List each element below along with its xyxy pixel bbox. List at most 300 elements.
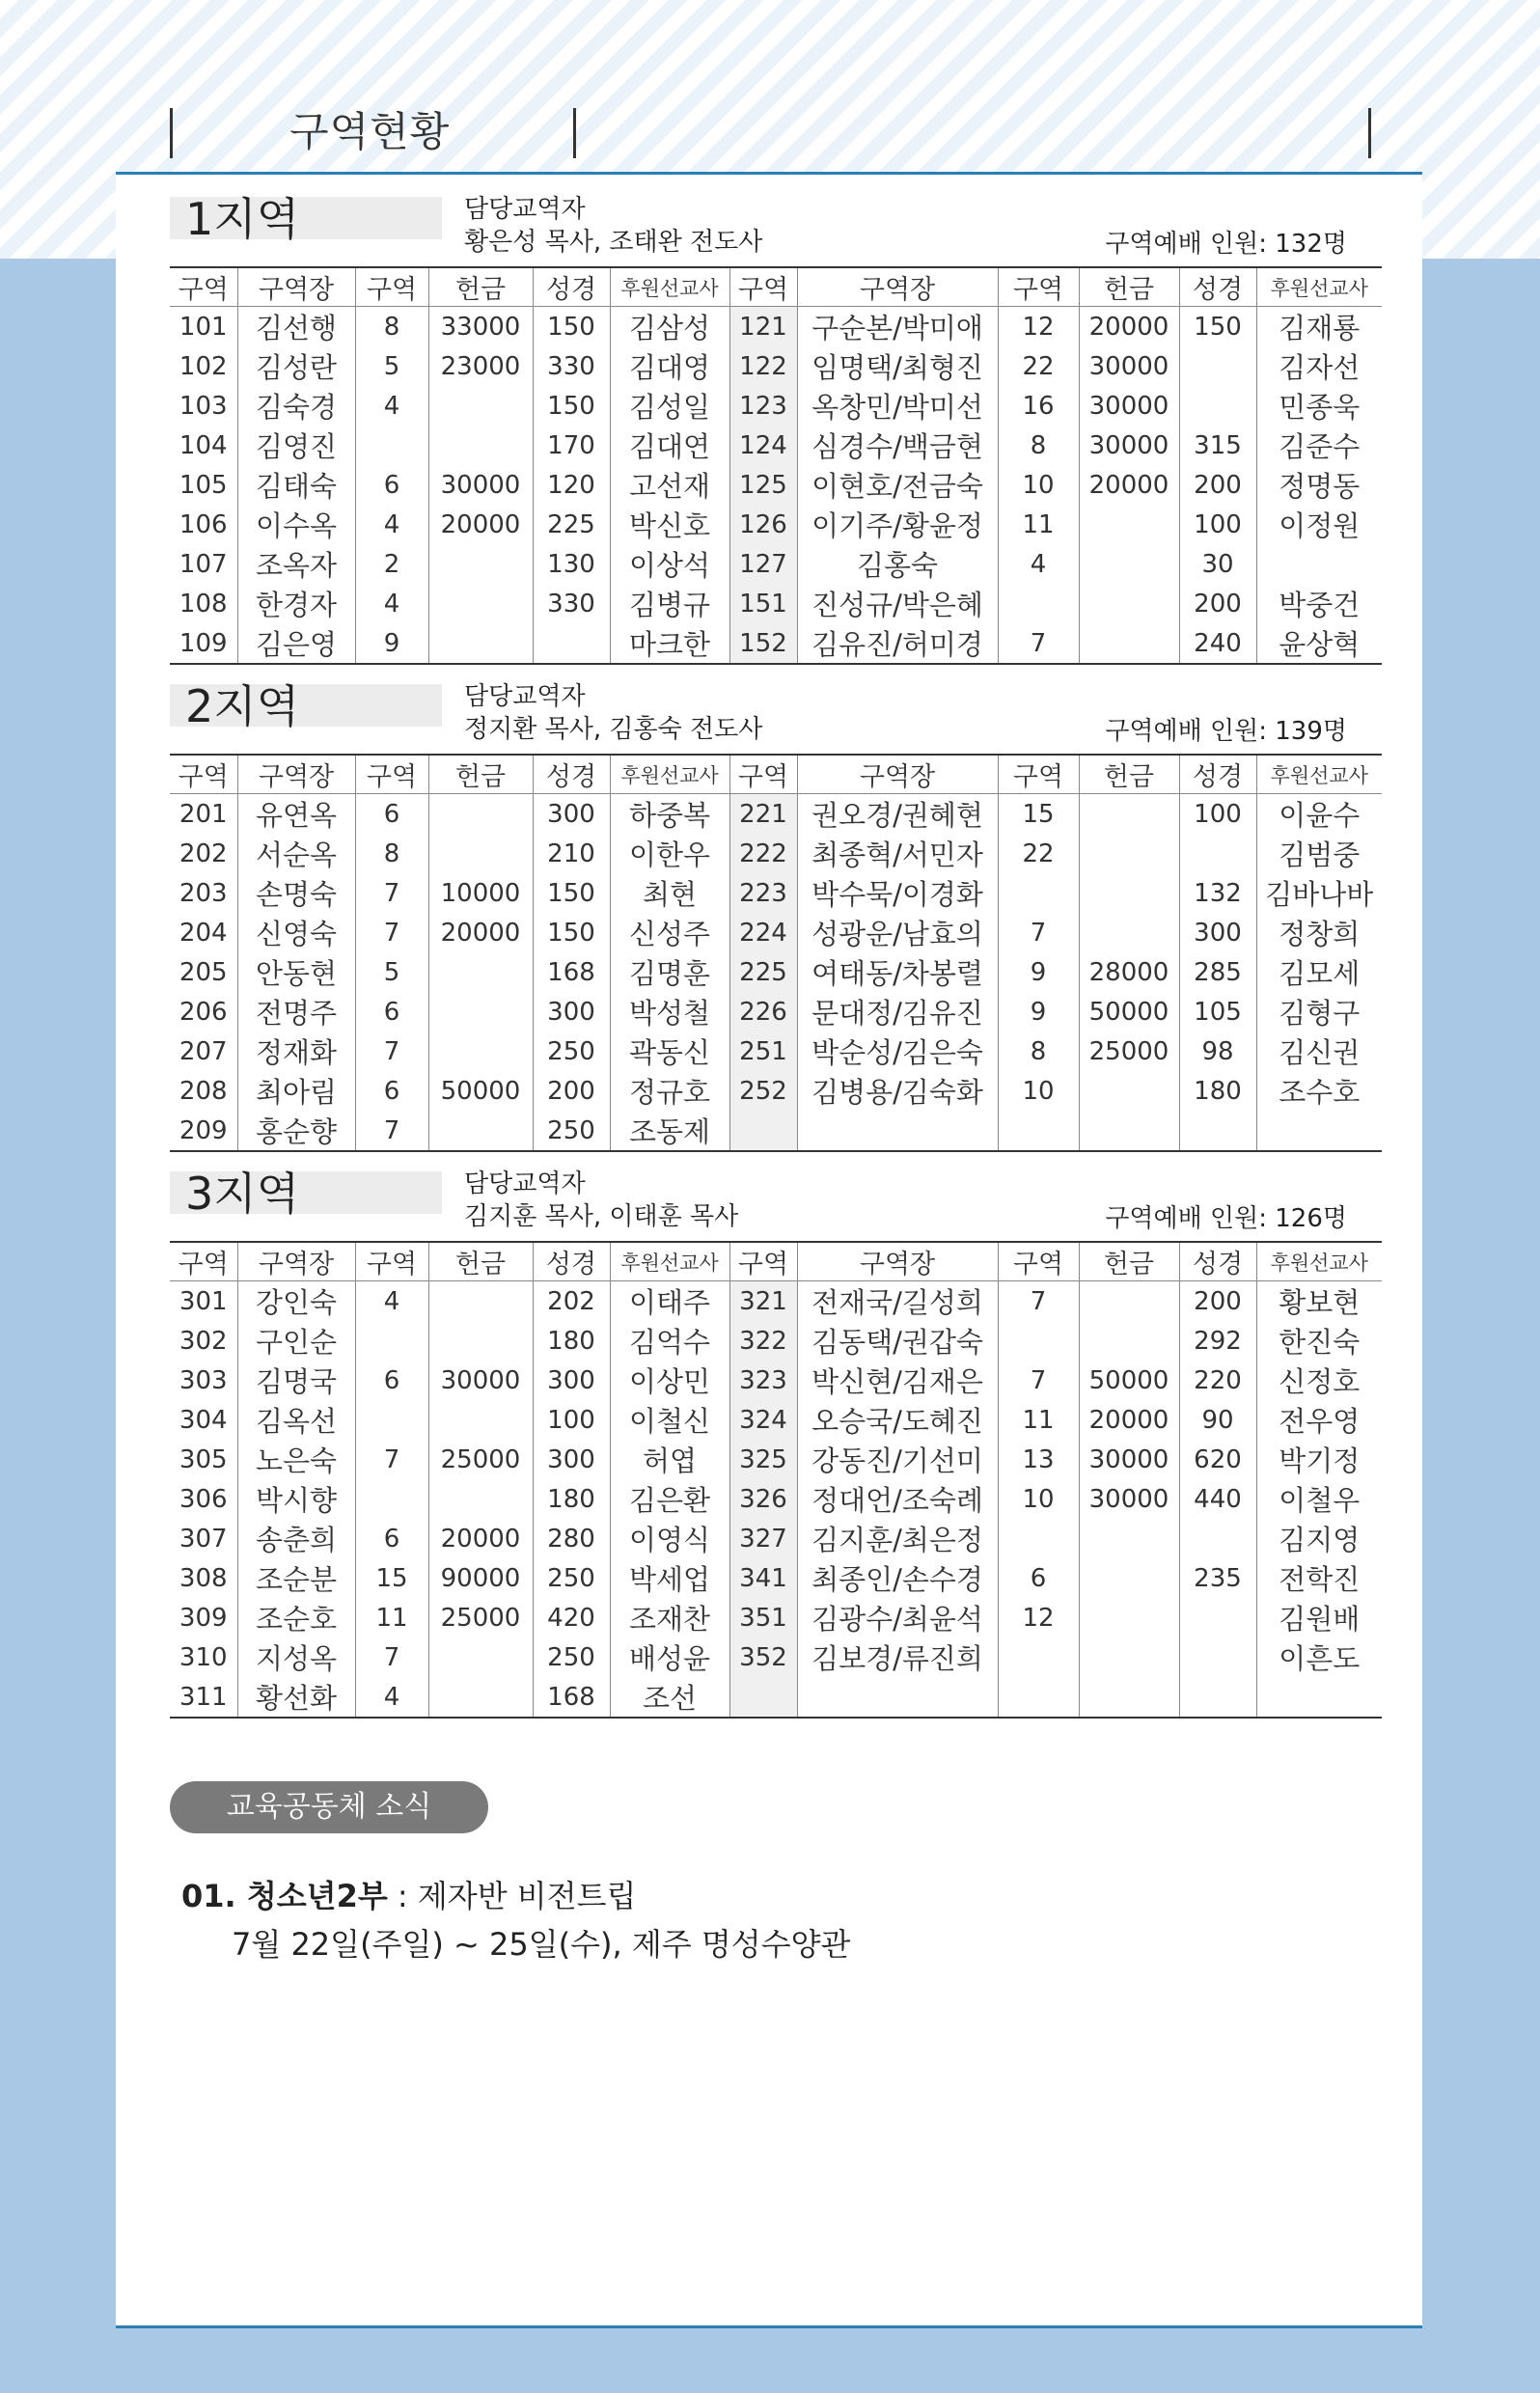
table-cell: 123	[729, 386, 797, 426]
table-cell: 12	[998, 1598, 1079, 1637]
table-cell: 김원배	[1279, 1603, 1361, 1636]
table-cell: 200	[533, 1071, 610, 1111]
title-divider-end	[1368, 108, 1371, 158]
table-cell: 310	[170, 1637, 237, 1677]
column-header: 후원선교사	[610, 1242, 729, 1281]
table-cell: 조재찬	[610, 1598, 729, 1637]
table-cell: 4	[355, 1677, 428, 1718]
table-cell: 신성주	[610, 913, 729, 952]
news-item-detail: 7월 22일(주일) ~ 25일(수), 제주 명성수양관	[232, 1926, 851, 1963]
table-cell: 223	[729, 873, 797, 913]
table-cell: 최종인/손수경	[797, 1558, 998, 1598]
table-cell: 7	[998, 623, 1079, 664]
table-cell: 327	[729, 1519, 797, 1558]
table-cell: 101	[170, 307, 237, 347]
table-cell: 180	[533, 1321, 610, 1361]
table-cell: 207	[170, 1031, 237, 1071]
table-cell: 유연옥	[237, 794, 355, 835]
table-cell: 전우영	[1279, 1405, 1361, 1438]
table-cell: 여태동/차봉렬	[797, 952, 998, 992]
table-cell: 정창희	[1279, 918, 1361, 950]
column-header: 구역	[998, 1242, 1079, 1281]
table-cell: 150	[533, 386, 610, 426]
table-cell: 10	[998, 1479, 1079, 1519]
table-cell: 고선재	[610, 465, 729, 505]
table-cell: 5	[355, 952, 428, 992]
table-row	[170, 1598, 1382, 1637]
table-cell: 김병규	[610, 584, 729, 623]
table-cell: 7	[355, 1111, 428, 1151]
table-cell: 정규호	[610, 1071, 729, 1111]
table-cell: 30000	[1079, 426, 1179, 465]
table-cell: 100	[1179, 505, 1256, 544]
table-cell: 허엽	[610, 1440, 729, 1479]
region-section	[170, 1158, 1382, 1719]
column-header: 성경	[533, 267, 610, 307]
column-header: 후원선교사	[1270, 1251, 1368, 1275]
pastor-label: 담당교역자	[464, 682, 586, 711]
table-cell: 이한우	[610, 834, 729, 873]
table-cell: 121	[729, 307, 797, 347]
table-cell: 33000	[428, 307, 533, 347]
table-cell: 126	[729, 505, 797, 544]
table-cell: 20000	[428, 505, 533, 544]
table-cell: 280	[533, 1519, 610, 1558]
column-header: 구역장	[237, 1242, 355, 1281]
table-cell: 8	[998, 426, 1079, 465]
table-cell: 303	[170, 1361, 237, 1400]
table-cell	[1079, 1519, 1179, 1558]
table-cell: 김병용/김숙화	[797, 1071, 998, 1111]
news-badge: 교육공동체 소식	[170, 1781, 488, 1833]
column-header: 헌금	[428, 1242, 533, 1281]
table-cell: 105	[1179, 992, 1256, 1031]
table-cell: 23000	[428, 346, 533, 386]
table-cell: 7	[355, 913, 428, 952]
table-row	[170, 346, 1382, 386]
table-cell: 손명숙	[237, 873, 355, 913]
table-cell: 권오경/권혜현	[797, 794, 998, 835]
table-cell	[1256, 1111, 1382, 1151]
table-cell: 구순본/박미애	[797, 307, 998, 347]
table-row	[170, 544, 1382, 584]
table-cell: 200	[1179, 584, 1256, 623]
table-cell: 225	[729, 952, 797, 992]
table-cell: 132	[1179, 873, 1256, 913]
table-cell: 오승국/도혜진	[797, 1400, 998, 1440]
column-header: 구역	[170, 267, 237, 307]
table-cell	[1256, 1677, 1382, 1718]
table-cell: 202	[533, 1281, 610, 1322]
column-header: 구역	[355, 267, 428, 307]
table-row	[170, 1637, 1382, 1677]
table-cell: 서순옥	[237, 834, 355, 873]
table-cell: 292	[1179, 1321, 1256, 1361]
table-cell: 이철우	[1279, 1484, 1361, 1517]
table-cell	[1179, 834, 1256, 873]
column-header: 성경	[1179, 755, 1256, 794]
table-cell: 구인순	[237, 1321, 355, 1361]
table-row	[170, 1519, 1382, 1558]
table-cell	[428, 544, 533, 584]
table-cell: 전재국/길성희	[797, 1281, 998, 1322]
table-cell: 박시향	[237, 1479, 355, 1519]
table-cell: 10	[998, 1071, 1079, 1111]
pastor-label: 담당교역자	[464, 195, 586, 224]
table-row	[170, 386, 1382, 426]
table-cell: 100	[533, 1400, 610, 1440]
table-cell	[1079, 505, 1179, 544]
table-cell: 98	[1179, 1031, 1256, 1071]
table-cell: 강인숙	[237, 1281, 355, 1322]
table-cell	[998, 873, 1079, 913]
table-cell: 300	[533, 1440, 610, 1479]
table-cell	[428, 1400, 533, 1440]
title-divider-right	[573, 108, 576, 158]
table-cell: 성광운/남효의	[797, 913, 998, 952]
table-cell: 105	[170, 465, 237, 505]
table-cell	[428, 1677, 533, 1718]
table-cell	[355, 1479, 428, 1519]
table-cell: 김삼성	[610, 307, 729, 347]
table-cell: 8	[355, 307, 428, 347]
table-cell: 25000	[1079, 1031, 1179, 1071]
table-cell	[1079, 1677, 1179, 1718]
column-header: 성경	[1179, 1242, 1256, 1281]
table-cell	[428, 1637, 533, 1677]
table-cell: 4	[355, 1281, 428, 1322]
column-header: 성경	[533, 1242, 610, 1281]
table-cell: 352	[729, 1637, 797, 1677]
table-cell: 15	[998, 794, 1079, 835]
table-cell: 150	[533, 873, 610, 913]
table-cell: 김보경/류진희	[797, 1637, 998, 1677]
region-header	[170, 1158, 1382, 1241]
table-cell: 20000	[1079, 307, 1179, 347]
table-cell: 조순분	[237, 1558, 355, 1598]
column-header: 헌금	[1079, 755, 1179, 794]
table-cell	[729, 1677, 797, 1718]
table-cell	[428, 952, 533, 992]
table-row	[170, 1361, 1382, 1400]
table-cell: 7	[355, 873, 428, 913]
table-cell: 300	[533, 1361, 610, 1400]
region-table	[170, 1241, 1382, 1719]
table-cell	[998, 1637, 1079, 1677]
table-cell: 심경수/백금현	[797, 426, 998, 465]
table-cell: 302	[170, 1321, 237, 1361]
table-cell: 4	[355, 505, 428, 544]
table-cell: 120	[533, 465, 610, 505]
table-cell: 323	[729, 1361, 797, 1400]
table-cell: 김성란	[237, 346, 355, 386]
column-header: 구역	[729, 1242, 797, 1281]
table-cell: 윤상혁	[1256, 623, 1382, 664]
table-cell: 25000	[428, 1598, 533, 1637]
table-cell	[428, 623, 533, 664]
table-cell	[533, 623, 610, 664]
table-cell: 124	[729, 426, 797, 465]
table-cell	[1179, 1598, 1256, 1637]
table-cell: 203	[170, 873, 237, 913]
table-cell: 정재화	[237, 1031, 355, 1071]
table-cell: 16	[998, 386, 1079, 426]
table-cell	[797, 1111, 998, 1151]
table-cell: 6	[355, 992, 428, 1031]
table-cell: 125	[729, 465, 797, 505]
table-cell	[1079, 794, 1179, 835]
table-cell: 6	[355, 794, 428, 835]
table-cell: 김신권	[1279, 1036, 1361, 1069]
attendance-count: 구역예배 인원: 139명	[1105, 717, 1347, 746]
table-cell	[428, 1111, 533, 1151]
table-header-row	[170, 267, 1382, 307]
table-cell: 마크한	[610, 623, 729, 664]
table-cell: 한경자	[237, 584, 355, 623]
table-cell: 김명훈	[610, 952, 729, 992]
table-cell: 168	[533, 1677, 610, 1718]
table-cell: 304	[170, 1400, 237, 1440]
table-cell: 김형구	[1279, 997, 1361, 1030]
table-cell: 285	[1179, 952, 1256, 992]
table-cell: 311	[170, 1677, 237, 1718]
table-cell: 조수호	[1279, 1076, 1361, 1109]
table-cell: 150	[533, 307, 610, 347]
column-header: 구역	[355, 755, 428, 794]
table-cell	[1256, 544, 1382, 584]
table-cell	[1079, 1637, 1179, 1677]
column-header: 성경	[533, 755, 610, 794]
table-cell: 330	[533, 584, 610, 623]
table-cell: 박중건	[1279, 589, 1361, 621]
table-cell	[428, 834, 533, 873]
table-cell: 김지영	[1279, 1524, 1361, 1556]
table-cell	[1079, 544, 1179, 584]
table-cell: 90	[1179, 1400, 1256, 1440]
table-cell: 김은영	[237, 623, 355, 664]
region-name: 3지역	[170, 1171, 442, 1214]
table-row	[170, 1321, 1382, 1361]
table-cell: 204	[170, 913, 237, 952]
table-cell: 박수묵/이경화	[797, 873, 998, 913]
table-cell	[1079, 1321, 1179, 1361]
table-cell	[1179, 1637, 1256, 1677]
table-cell: 최종혁/서민자	[797, 834, 998, 873]
table-cell	[428, 1031, 533, 1071]
table-cell: 12	[998, 307, 1079, 347]
table-cell	[1079, 834, 1179, 873]
table-cell	[1179, 1111, 1256, 1151]
table-cell: 25000	[428, 1440, 533, 1479]
table-cell: 6	[998, 1558, 1079, 1598]
pastor-label: 담당교역자	[464, 1169, 586, 1198]
column-header: 후원선교사	[1270, 276, 1368, 300]
table-cell	[428, 386, 533, 426]
table-cell: 11	[998, 505, 1079, 544]
column-header: 후원선교사	[610, 267, 729, 307]
table-cell: 7	[355, 1440, 428, 1479]
table-cell	[1179, 386, 1256, 426]
table-cell: 6	[355, 1519, 428, 1558]
table-cell	[428, 1479, 533, 1519]
table-cell: 50000	[1079, 1361, 1179, 1400]
table-cell: 8	[998, 1031, 1079, 1071]
table-cell: 180	[533, 1479, 610, 1519]
table-cell: 170	[533, 426, 610, 465]
table-cell	[729, 1111, 797, 1151]
table-cell: 20000	[1079, 465, 1179, 505]
table-cell: 152	[729, 623, 797, 664]
attendance-count: 구역예배 인원: 132명	[1105, 230, 1347, 259]
table-cell	[998, 584, 1079, 623]
table-cell: 122	[729, 346, 797, 386]
column-header: 구역	[729, 755, 797, 794]
table-cell: 김유진/허미경	[797, 623, 998, 664]
table-cell: 300	[1179, 913, 1256, 952]
table-row	[170, 1677, 1382, 1718]
column-header: 후원선교사	[1270, 763, 1368, 787]
column-header: 구역	[729, 267, 797, 307]
region-section	[170, 671, 1382, 1152]
table-cell: 7	[998, 1361, 1079, 1400]
column-header: 구역장	[797, 755, 998, 794]
table-cell	[998, 1111, 1079, 1151]
table-cell	[428, 1281, 533, 1322]
table-cell	[428, 1321, 533, 1361]
table-cell: 김선행	[237, 307, 355, 347]
table-cell: 151	[729, 584, 797, 623]
table-cell: 박세업	[610, 1558, 729, 1598]
column-header: 구역장	[237, 267, 355, 307]
table-cell: 209	[170, 1111, 237, 1151]
table-cell: 102	[170, 346, 237, 386]
table-cell	[428, 426, 533, 465]
table-cell: 250	[533, 1637, 610, 1677]
table-cell: 22	[998, 346, 1079, 386]
table-row	[170, 1071, 1382, 1111]
table-cell: 8	[355, 834, 428, 873]
table-cell: 103	[170, 386, 237, 426]
table-cell: 김성일	[610, 386, 729, 426]
title-divider-left	[170, 108, 173, 158]
region-name: 1지역	[170, 197, 442, 239]
table-cell: 351	[729, 1598, 797, 1637]
table-cell: 김숙경	[237, 386, 355, 426]
region-header	[170, 671, 1382, 754]
table-cell	[1079, 1598, 1179, 1637]
table-cell: 이윤수	[1279, 799, 1361, 832]
attendance-count: 구역예배 인원: 126명	[1105, 1204, 1347, 1233]
region-name: 2지역	[170, 684, 442, 727]
table-cell: 김옥선	[237, 1400, 355, 1440]
column-header: 구역	[170, 1242, 237, 1281]
pastor-names: 김지훈 목사, 이태훈 목사	[464, 1202, 739, 1231]
table-cell: 22	[998, 834, 1079, 873]
table-cell: 진성규/박은혜	[797, 584, 998, 623]
table-cell: 이현호/전금숙	[797, 465, 998, 505]
column-header: 구역	[998, 755, 1079, 794]
table-cell: 30000	[1079, 386, 1179, 426]
table-cell: 신영숙	[237, 913, 355, 952]
table-cell: 정대언/조숙례	[797, 1479, 998, 1519]
table-cell: 이영식	[610, 1519, 729, 1558]
table-row	[170, 426, 1382, 465]
table-cell: 5	[355, 346, 428, 386]
table-cell	[1179, 1677, 1256, 1718]
table-cell: 김지훈/최은정	[797, 1519, 998, 1558]
table-cell: 김은환	[610, 1479, 729, 1519]
table-cell: 정명동	[1279, 470, 1361, 503]
table-cell: 6	[355, 465, 428, 505]
table-cell: 309	[170, 1598, 237, 1637]
table-row	[170, 873, 1382, 913]
table-row	[170, 465, 1382, 505]
table-cell: 90000	[428, 1558, 533, 1598]
table-cell: 130	[533, 544, 610, 584]
table-row	[170, 1558, 1382, 1598]
table-cell: 7	[998, 1281, 1079, 1322]
table-cell: 김모세	[1279, 957, 1361, 990]
table-cell: 240	[1179, 623, 1256, 664]
table-cell	[1079, 584, 1179, 623]
table-cell: 조순호	[237, 1598, 355, 1637]
table-cell: 이기주/황윤정	[797, 505, 998, 544]
table-cell: 226	[729, 992, 797, 1031]
table-cell: 322	[729, 1321, 797, 1361]
table-cell: 4	[998, 544, 1079, 584]
table-cell: 222	[729, 834, 797, 873]
table-cell	[1079, 1111, 1179, 1151]
table-row	[170, 913, 1382, 952]
table-cell	[428, 794, 533, 835]
table-header-row	[170, 1242, 1382, 1281]
table-cell: 11	[355, 1598, 428, 1637]
table-cell: 김억수	[610, 1321, 729, 1361]
news-item-title: 01. 청소년2부	[181, 1878, 388, 1914]
table-row	[170, 952, 1382, 992]
table-cell: 전학진	[1279, 1563, 1361, 1596]
table-cell: 341	[729, 1558, 797, 1598]
table-row	[170, 1440, 1382, 1479]
table-cell: 지성옥	[237, 1637, 355, 1677]
table-cell: 조선	[610, 1677, 729, 1718]
column-header: 구역	[355, 1242, 428, 1281]
table-cell: 홍순향	[237, 1111, 355, 1151]
table-cell	[998, 1677, 1079, 1718]
table-row	[170, 623, 1382, 664]
table-cell: 440	[1179, 1479, 1256, 1519]
table-cell: 김바나바	[1265, 878, 1374, 911]
table-cell	[797, 1677, 998, 1718]
pastor-names: 정지환 목사, 김홍숙 전도사	[464, 715, 763, 744]
table-cell: 201	[170, 794, 237, 835]
table-cell: 이정원	[1279, 509, 1361, 542]
table-cell	[998, 1519, 1079, 1558]
table-cell: 30000	[428, 1361, 533, 1400]
table-cell: 206	[170, 992, 237, 1031]
table-row	[170, 1479, 1382, 1519]
region-section	[170, 183, 1382, 665]
table-cell: 30000	[1079, 1479, 1179, 1519]
column-header: 구역	[170, 755, 237, 794]
table-cell: 220	[1179, 1361, 1256, 1400]
table-cell: 202	[170, 834, 237, 873]
column-header: 헌금	[1079, 1242, 1179, 1281]
table-cell: 박신호	[610, 505, 729, 544]
table-cell: 307	[170, 1519, 237, 1558]
pastor-names: 황은성 목사, 조태완 전도사	[464, 228, 763, 257]
table-cell: 30	[1179, 544, 1256, 584]
